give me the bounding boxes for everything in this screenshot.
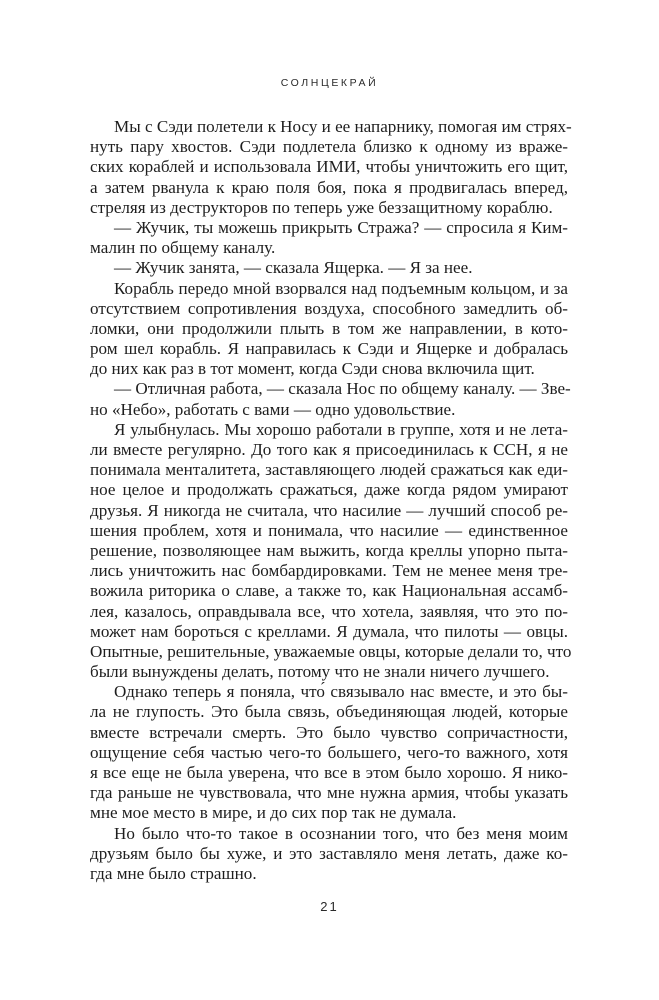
page-number: 21 [320, 899, 339, 914]
text-line: — Отличная работа, — сказала Нос по общему каналу. — Зве- [114, 379, 571, 399]
text-line: ских кораблей и использовала ИМИ, чтобы уничтожить его щит, [90, 157, 568, 177]
text-line: друзьям было бы хуже, и это заставляло меня летать, даже ко- [90, 843, 568, 863]
text-line: а затем рванула к краю поля боя, пока я продвигалась вперед, [90, 177, 568, 197]
paragraph [90, 824, 568, 885]
text-line: друзья. Я никогда не считала, что насилие — лучший способ ре- [90, 500, 568, 520]
paragraph [90, 279, 568, 380]
text-line: Но было что-то такое в осознании того, что без меня моим [114, 823, 568, 843]
text-line: отсутствием сопротивления воздуха, способного замедлить об- [90, 298, 568, 318]
text-line: были вынуждены делать, потому что не знали ничего лучшего. [90, 662, 550, 682]
text-line: шения проблем, хотя и понимала, что насилие — единственное [90, 520, 568, 540]
text-line: Корабль передо мной взорвался над подъемным кольцом, и за [114, 278, 568, 298]
text-line: я все еще не была уверена, что все в этом было хорошо. Я нико- [90, 763, 568, 782]
body-text [90, 117, 572, 884]
text-line: ром шел корабль. Я направилась к Сэди и Ящерке и добралась [90, 339, 568, 359]
text-line: понимала менталитета, заставляющего людей сражаться как еди- [90, 460, 568, 480]
text-line: Однако теперь я поняла, что́ связывало нас вместе, и это бы- [114, 682, 568, 702]
text-line: ла не глупость. Это была связь, объединяющая людей, которые [90, 702, 568, 722]
text-line: вожила риторика о славе, а также то, как Национальная ассамб- [90, 581, 568, 601]
text-line: Мы с Сэди полетели к Носу и ее напарнику, помогая им стрях- [114, 117, 572, 136]
text-line: ломки, они продолжили плыть в том же направлении, в кото- [90, 318, 568, 338]
text-line: решение, позволяющее нам выжить, когда креллы упорно пыта- [90, 540, 568, 560]
paragraph [90, 682, 568, 823]
text-line: нуть пару хвостов. Сэди подлетела близко к одному из враже- [90, 137, 568, 157]
text-line: — Жучик, ты можешь прикрыть Стража? — спросила я Ким- [114, 217, 568, 237]
paragraph [90, 419, 572, 682]
text-line: гда раньше не чувствовала, что мне нужна армия, чтобы указать [90, 783, 568, 803]
text-line: — Жучик занята, — сказала Ящерка. — Я за нее. [114, 258, 473, 278]
paragraph [90, 258, 568, 278]
text-line: стреляя из деструкторов по теперь уже беззащитному кораблю. [90, 197, 553, 217]
text-line: малин по общему каналу. [90, 238, 276, 258]
text-line: может нам бороться с креллами. Я думала, что пилоты — овцы. [90, 621, 568, 641]
paragraph [90, 117, 572, 218]
text-line: вместе встречали смерть. Это было чувство сопричастности, [90, 722, 568, 742]
text-line: мне мое место в мире, и до сих пор так не думала. [90, 803, 457, 823]
text-line: ное целое и продолжать сражаться, даже когда рядом умирают [90, 480, 568, 500]
text-line: ощущение себя частью чего-то большего, чего-то важного, хотя [90, 742, 568, 762]
text-line: гда мне было страшно. [90, 863, 257, 883]
text-line: Опытные, решительные, уважаемые овцы, которые делали то, что [90, 641, 572, 661]
paragraph [90, 218, 568, 258]
running-title: СОЛНЦЕКРАЙ [280, 77, 379, 89]
paragraph [90, 379, 571, 419]
text-line: Я улыбнулась. Мы хорошо работали в группе, хотя и не лета- [114, 419, 568, 439]
text-line: лись уничтожить нас бомбардировками. Тем не менее меня тре- [90, 561, 568, 581]
text-line: но «Небо», работать с вами — одно удовольствие. [90, 399, 456, 419]
text-line: лея, казалось, оправдывала все, что хотела, заявляя, что это по- [90, 601, 568, 621]
text-line: до них как раз в тот момент, когда Сэди снова включила щит. [90, 359, 535, 379]
text-line: ли вместе регулярно. До того как я присоединилась к ССН, я не [90, 440, 568, 459]
